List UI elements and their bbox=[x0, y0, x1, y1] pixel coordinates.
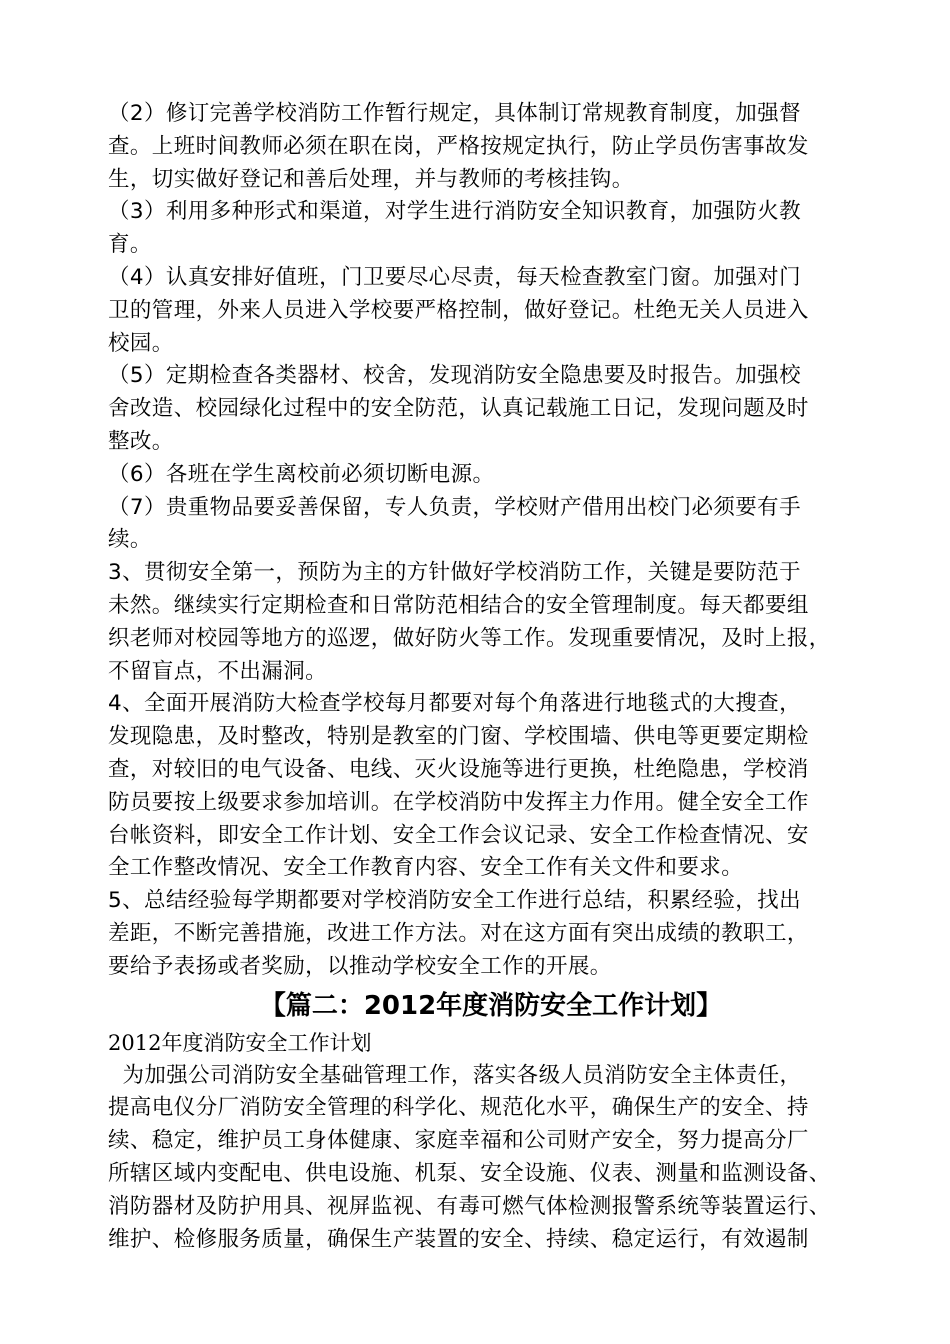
text-line: 查。上班时间教师必须在职在岗，严格按规定执行，防止学员伤害事故发 bbox=[108, 133, 809, 159]
text-line: 发现隐患，及时整改，特别是教室的门窗、学校围墙、供电等更要定期检 bbox=[108, 724, 809, 750]
text-line: （7）贵重物品要妥善保留，专人负责，学校财产借用出校门必须要有手 bbox=[108, 494, 801, 520]
document-page bbox=[108, 98, 874, 1256]
text-line: 校园。 bbox=[108, 330, 174, 356]
text-line: （6）各班在学生离校前必须切断电源。 bbox=[108, 461, 495, 487]
text-line: 续。 bbox=[108, 527, 152, 553]
text-line: 4、全面开展消防大检查学校每月都要对每个角落进行地毯式的大搜查， bbox=[108, 691, 801, 717]
text-line: 差距，不断完善措施，改进工作方法。对在这方面有突出成绩的教职工， bbox=[108, 920, 809, 946]
text-line: 卫的管理，外来人员进入学校要严格控制，做好登记。杜绝无关人员进入 bbox=[108, 297, 809, 323]
text-line: 维护、检修服务质量，确保生产装置的安全、持续、稳定运行，有效遏制 bbox=[108, 1226, 809, 1252]
text-line: 生，切实做好登记和善后处理，并与教师的考核挂钩。 bbox=[108, 166, 634, 192]
text-line: 查，对较旧的电气设备、电线、灭火设施等进行更换，杜绝隐患，学校消 bbox=[108, 756, 809, 782]
text-line: （5）定期检查各类器材、校舍，发现消防安全隐患要及时报告。加强校 bbox=[108, 363, 801, 389]
section-heading: 【篇二：2012年度消防安全工作计划】 bbox=[259, 990, 723, 1021]
body-text bbox=[108, 98, 874, 984]
text-line: 5、总结经验每学期都要对学校消防安全工作进行总结，积累经验，找出 bbox=[108, 888, 801, 914]
text-line: 台帐资料，即安全工作计划、安全工作会议记录、安全工作检查情况、安 bbox=[108, 822, 809, 848]
text-line: 所辖区域内变配电、供电设施、机泵、安全设施、仪表、测量和监测设备、 bbox=[108, 1160, 831, 1186]
text-line: （2）修订完善学校消防工作暂行规定，具体制订常规教育制度，加强督 bbox=[108, 101, 801, 126]
text-line: 防员要按上级要求参加培训。在学校消防中发挥主力作用。健全安全工作 bbox=[108, 789, 809, 815]
section-body-text bbox=[108, 1060, 874, 1257]
text-line: 要给予表扬或者奖励，以推动学校安全工作的开展。 bbox=[108, 953, 612, 979]
text-line: 全工作整改情况、安全工作教育内容、安全工作有关文件和要求。 bbox=[108, 855, 744, 881]
text-line: 育。 bbox=[108, 232, 152, 258]
text-line: 续、稳定，维护员工身体健康、家庭幸福和公司财产安全，努力提高分厂 bbox=[108, 1128, 809, 1154]
text-line: 未然。继续实行定期检查和日常防范相结合的安全管理制度。每天都要组 bbox=[108, 592, 809, 618]
text-line: （4）认真安排好值班，门卫要尽心尽责，每天检查教室门窗。加强对门 bbox=[108, 264, 801, 290]
text-line: 整改。 bbox=[108, 428, 174, 454]
text-line: 提高电仪分厂消防安全管理的科学化、规范化水平，确保生产的安全、持 bbox=[108, 1095, 809, 1121]
text-line: 不留盲点，不出漏洞。 bbox=[108, 658, 328, 684]
section-subtitle: 2012年度消防安全工作计划 bbox=[108, 1030, 372, 1055]
text-line: 3、贯彻安全第一，预防为主的方针做好学校消防工作，关键是要防范于 bbox=[108, 560, 801, 586]
text-line: 为加强公司消防安全基础管理工作，落实各级人员消防安全主体责任， bbox=[108, 1062, 802, 1088]
text-line: 织老师对校园等地方的巡逻，做好防火等工作。发现重要情况，及时上报， bbox=[108, 625, 831, 651]
text-line: 舍改造、校园绿化过程中的安全防范，认真记载施工日记，发现问题及时 bbox=[108, 396, 809, 422]
text-line: 消防器材及防护用具、视屏监视、有毒可燃气体检测报警系统等装置运行、 bbox=[108, 1193, 831, 1219]
text-line: （3）利用多种形式和渠道，对学生进行消防安全知识教育，加强防火教 bbox=[108, 199, 801, 225]
